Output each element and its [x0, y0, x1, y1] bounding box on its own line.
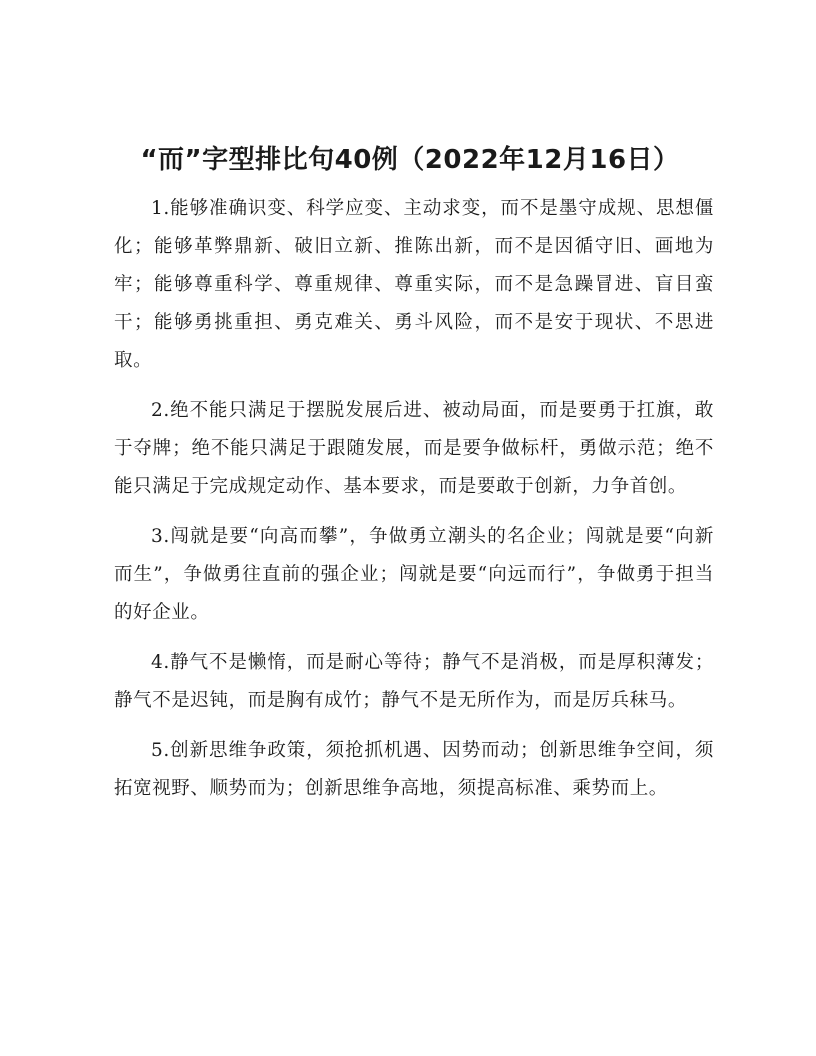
- paragraph-3: 3.闯就是要“向高而攀”，争做勇立潮头的名企业；闯就是要“向新而生”，争做勇往直前的强企业；闯就是要“向远而行”，争做勇于担当的好企业。: [114, 526, 714, 623]
- paragraph-4: 4.静气不是懒惰，而是耐心等待；静气不是消极，而是厚积薄发；静气不是迟钝，而是胸有成竹；静气不是无所作为，而是厉兵秣马。: [114, 652, 714, 711]
- document-body: [114, 190, 714, 820]
- document-title: “而”字型排比句40例（2022年12月16日）: [140, 145, 680, 175]
- paragraph-1: 1.能够准确识变、科学应变、主动求变，而不是墨守成规、思想僵化；能够革弊鼎新、破旧立新、推陈出新，而不是因循守旧、画地为牢；能够尊重科学、尊重规律、尊重实际，而不是急躁冒进、盲目蛮干；能够勇挑重担、勇克难关、勇斗风险，而不是安于现状、不思进取。: [114, 198, 714, 371]
- paragraph-2: 2.绝不能只满足于摆脱发展后进、被动局面，而是要勇于扛旗，敢于夺牌；绝不能只满足于跟随发展，而是要争做标杆，勇做示范；绝不能只满足于完成规定动作、基本要求，而是要敢于创新，力争首创。: [114, 400, 714, 497]
- paragraph-5: 5.创新思维争政策，须抢抓机遇、因势而动；创新思维争空间，须拓宽视野、顺势而为；创新思维争高地，须提高标准、乘势而上。: [114, 740, 714, 799]
